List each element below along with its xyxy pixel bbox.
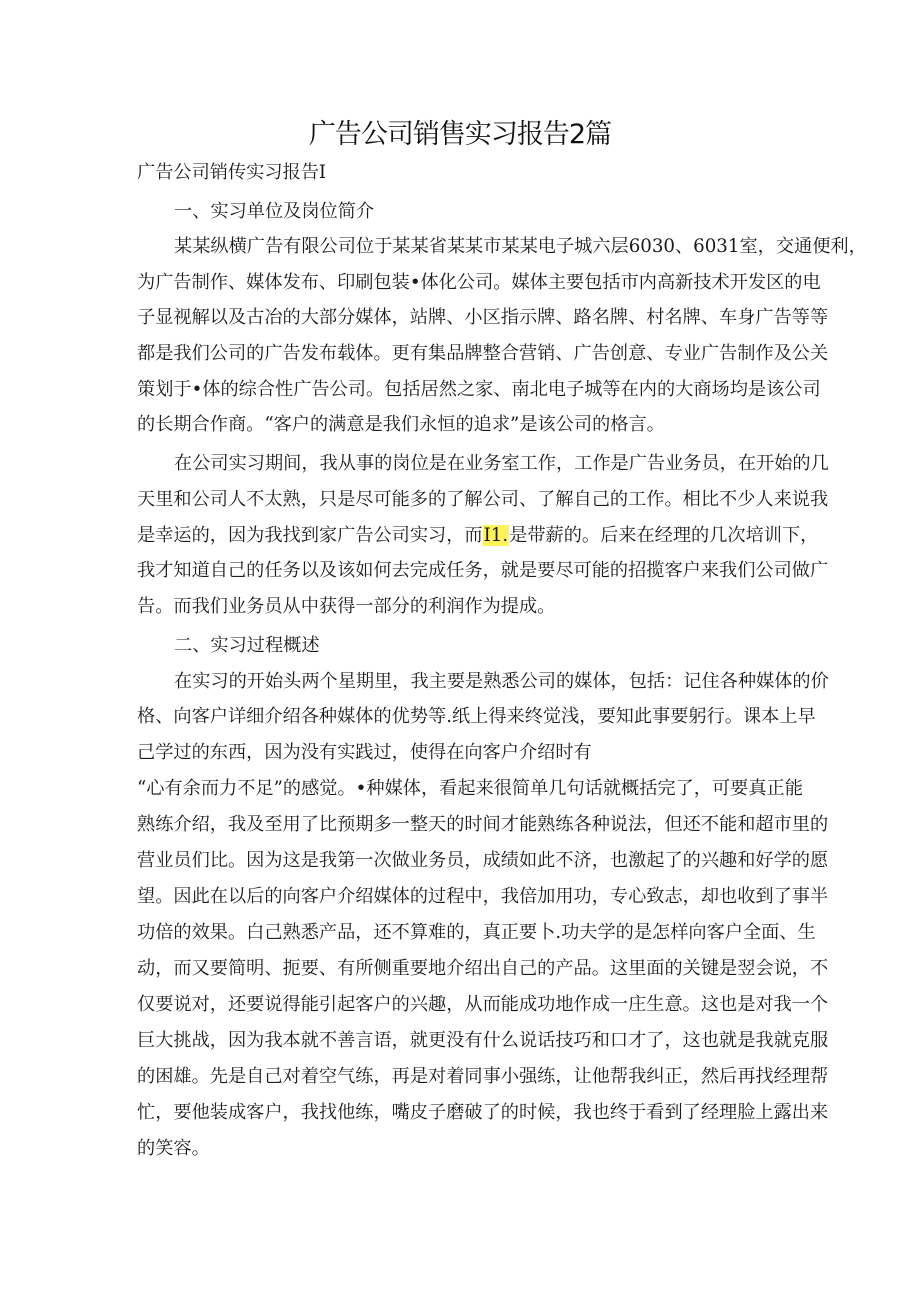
paragraph-line-highlighted xyxy=(137,521,819,551)
highlighted-text: I1. xyxy=(483,525,509,546)
paragraph-line: 巨大挑战，因为我本就不善言语，就更没有什么说话技巧和口才了，这也就是我就克服 xyxy=(137,1030,829,1051)
paragraph-line: 告。而我们业务员从中获得一部分的利润作为提成。 xyxy=(137,596,556,617)
paragraph-line: 熟练介绍，我及至用了比预期多一整天的时间才能熟练各种说法，但还不能和超市里的 xyxy=(137,814,829,835)
paragraph-line: “心有余而力不足”的感觉。•种媒体，看起来很简单几句话就概括完了，可要真正能 xyxy=(137,778,803,799)
paragraph-line: 动，而又要简明、扼要、有所侧重要地介绍出自己的产品。这里面的关键是翌会说，不 xyxy=(137,958,829,979)
paragraph-line: 在实习的开始头两个星期里，我主要是熟悉公司的媒体，包括：记住各种媒体的价 xyxy=(174,671,829,692)
paragraph-line: 仅要说对，还要说得能引起客户的兴趣，从而能成功地作成一庄生意。这也是对我一个 xyxy=(137,994,829,1015)
paragraph-line: 格、向客户详细介绍各种媒体的优势等.纸上得来终觉浅，要知此事要躬行。课本上早 xyxy=(137,706,816,727)
paragraph-line: 某某纵横广告有限公司位于某某省某某市某某电子城六层6030、6031室，交通便利， xyxy=(174,236,867,257)
paragraph-line: 忙，要他装成客户，我找他练，嘴皮子磨破了的时候，我也终于看到了经理脸上露出来 xyxy=(137,1102,829,1123)
paragraph-line: 都是我们公司的广告发布载体。更有集品牌整合营销、广告创意、专业广告制作及公关 xyxy=(137,343,829,364)
paragraph-line: 我才知道自己的任务以及该如何去完成任务，就是要尽可能的招揽客户来我们公司做广 xyxy=(137,560,829,581)
paragraph-line: 子显视解以及古冶的大部分媒体，站牌、小区指示牌、路名牌、村名牌、车身广告等等 xyxy=(137,307,829,328)
document-subtitle: 广告公司销传实习报告I xyxy=(137,162,327,183)
section-heading-2: 二、实习过程概述 xyxy=(174,635,320,656)
paragraph-line: 功倍的效果。白己熟悉产品，还不算难的，真正要卜.功夫学的是怎样向客户全面、生 xyxy=(137,922,816,943)
paragraph-line: 的困雄。先是自己对着空气练，再是对着同事小强练，让他帮我纠正，然后再找经理帮 xyxy=(137,1066,829,1087)
paragraph-line: 望。因此在以后的向客户介绍媒体的过程中，我倍加用功，专心致志，却也收到了事半 xyxy=(137,886,829,907)
document-title: 广告公司销售实习报告2篇 xyxy=(308,119,612,150)
text-segment: 是带薪的。后来在经理的几次培训下， xyxy=(509,525,819,546)
paragraph-line: 在公司实习期间，我从事的岗位是在业务室工作，工作是广告业务员，在开始的几 xyxy=(174,453,829,474)
paragraph-line: 己学过的东西，因为没有实践过，使得在向客户介绍时有 xyxy=(137,742,592,763)
paragraph-line: 的笑容。 xyxy=(137,1138,210,1159)
section-heading-1: 一、实习单位及岗位简介 xyxy=(174,201,375,222)
paragraph-line: 的长期合作商。“客户的满意是我们永恒的追求”是该公司的格言。 xyxy=(137,414,665,435)
paragraph-line: 营业员们比。因为这是我第一次做业务员，成绩如此不济，也激起了的兴趣和好学的愿 xyxy=(137,850,829,871)
text-segment: 是幸运的，因为我找到家广告公司实习，而 xyxy=(137,525,483,546)
paragraph-line: 策划于•体的综合性广告公司。包括居然之家、南北电子城等在内的大商场均是该公司 xyxy=(137,379,821,400)
paragraph-line: 为广告制作、媒体发布、印刷包装•体化公司。媒体主要包括市内高新技术开发区的电 xyxy=(137,272,821,293)
paragraph-line: 天里和公司人不太熟，只是尽可能多的了解公司、了解自己的工作。相比不少人来说我 xyxy=(137,489,829,510)
